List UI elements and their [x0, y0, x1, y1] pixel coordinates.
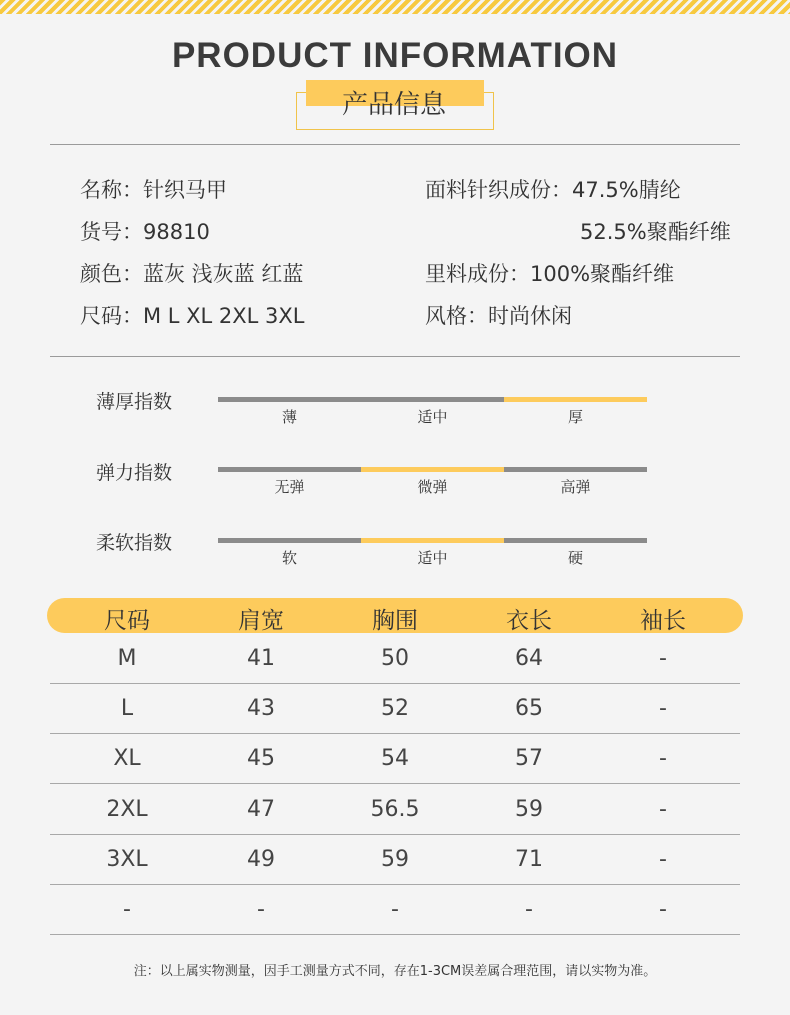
measurement-note: 注：以上属实物测量，因手工测量方式不同，存在1-3CM误差属合理范围，请以实物为准。 — [133, 964, 657, 979]
table-row-divider — [50, 683, 740, 684]
size-table-cell: 56.5 — [370, 797, 420, 822]
size-table-header-cell: 衣长 — [506, 608, 552, 634]
divider — [50, 356, 740, 357]
index-segment-selected — [361, 538, 504, 543]
size-table-cell: 3XL — [106, 847, 148, 872]
index-option-label: 厚 — [567, 408, 583, 426]
info-color: 颜色：蓝灰 浅灰蓝 红蓝 — [80, 262, 304, 286]
index-scale-bar — [218, 397, 647, 402]
index-label: 弹力指数 — [96, 462, 173, 484]
size-table-header-cell: 袖长 — [640, 608, 686, 634]
size-table-cell: 2XL — [106, 797, 148, 822]
index-option-label: 无弹 — [274, 478, 305, 496]
size-table-cell: 57 — [515, 746, 543, 771]
info-style: 风格：时尚休闲 — [425, 304, 572, 328]
size-table-cell: - — [659, 696, 667, 721]
index-option-label: 适中 — [417, 549, 448, 567]
size-table-cell: 59 — [515, 797, 543, 822]
table-row-divider — [50, 884, 740, 885]
index-scale-bar — [218, 538, 647, 543]
info-lining: 里料成份：100%聚酯纤维 — [425, 262, 675, 286]
index-option-label: 微弹 — [417, 478, 448, 496]
index-segment — [504, 538, 647, 543]
index-segment-selected — [361, 467, 504, 472]
info-item-no: 货号：98810 — [80, 220, 210, 244]
index-option-label: 软 — [281, 549, 297, 567]
size-table-cell: 54 — [381, 746, 409, 771]
size-table-cell: 47 — [247, 797, 275, 822]
index-segment-selected — [504, 397, 647, 402]
size-table-cell: 50 — [381, 646, 409, 671]
size-table-cell: 43 — [247, 696, 275, 721]
size-table-header-cell: 肩宽 — [238, 608, 284, 634]
info-fabric-continued: 52.5%聚酯纤维 — [580, 220, 731, 244]
table-row-divider — [50, 834, 740, 835]
index-segment — [361, 397, 504, 402]
index-option-label: 高弹 — [560, 478, 591, 496]
table-row-divider — [50, 733, 740, 734]
index-option-label: 硬 — [567, 549, 583, 567]
table-row-divider — [50, 783, 740, 784]
index-option-label: 薄 — [281, 408, 297, 426]
index-segment — [218, 467, 361, 472]
size-table-cell: - — [659, 797, 667, 822]
size-table-cell: 64 — [515, 646, 543, 671]
index-label: 柔软指数 — [96, 532, 173, 554]
size-table-cell: - — [257, 897, 265, 922]
size-table-cell: 59 — [381, 847, 409, 872]
size-table-cell: - — [659, 897, 667, 922]
size-table-cell: - — [123, 897, 131, 922]
info-name: 名称：针织马甲 — [80, 178, 227, 202]
page-title-english: PRODUCT INFORMATION — [171, 36, 619, 75]
size-table-cell: 71 — [515, 847, 543, 872]
table-row-divider — [50, 934, 740, 935]
size-table-cell: M — [117, 646, 137, 671]
index-segment — [218, 397, 361, 402]
size-table-cell: XL — [113, 746, 141, 771]
size-table-cell: 52 — [381, 696, 409, 721]
size-table-cell: 65 — [515, 696, 543, 721]
size-table-cell: - — [659, 746, 667, 771]
index-label: 薄厚指数 — [96, 391, 173, 413]
index-segment — [504, 467, 647, 472]
index-scale-bar — [218, 467, 647, 472]
size-table-cell: L — [120, 696, 134, 721]
info-fabric: 面料针织成份：47.5%腈纶 — [425, 178, 681, 202]
index-segment — [218, 538, 361, 543]
size-table-header-cell: 尺码 — [104, 608, 150, 634]
size-table-header-cell: 胸围 — [372, 608, 418, 634]
size-table-cell: - — [525, 897, 533, 922]
page-title-chinese: 产品信息 — [341, 90, 446, 120]
size-table-cell: - — [391, 897, 399, 922]
size-table-cell: 41 — [247, 646, 275, 671]
size-table-cell: - — [659, 646, 667, 671]
size-table-cell: 49 — [247, 847, 275, 872]
size-table-cell: - — [659, 847, 667, 872]
top-decorative-stripe — [0, 0, 790, 14]
info-size: 尺码：M L XL 2XL 3XL — [80, 304, 305, 328]
size-table-cell: 45 — [247, 746, 275, 771]
index-option-label: 适中 — [417, 408, 448, 426]
divider — [50, 144, 740, 145]
